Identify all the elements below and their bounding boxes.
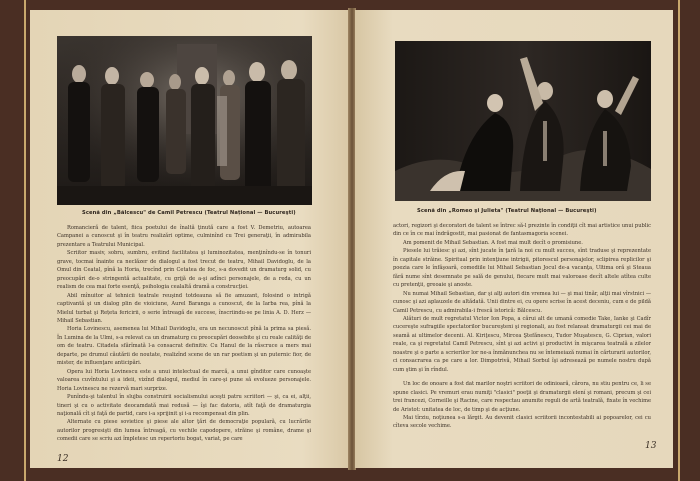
paragraph: Horia Lovinescu, asemenea lui Mihail Davidoglu, era un necunoscut pînă la prima sa piesă. În Lumina de la Ulmi, s-a relevat ca un dramaturg cu preocupări deosebite şi cu reale calităţi de om de teatru. Citadela sfărîmată l-a consacrat definitiv. Cu Hanul de la răscruce a mers mai departe, pe drumul căutării de noutate, realizînd scene de un rar poetism şi un puternic fior, de mister, de influenţare anticipări. (57, 326, 311, 367)
paragraph: Am pomenit de Mihail Sebastian. A fost mai mult decît o promisiune. (403, 239, 583, 246)
left-page-photo (57, 36, 312, 205)
paragraph: Piesele lui trăiesc şi azi, sînt jucate în ţară la noi cu mult succes, sînt traduse şi reprezentate în capitale străine. Spiritual prin intenţiune intrigii, pitorescul personajelor, sclipirea replicilor şi poezia care le înfăşoară, comediile lui Mihail Sebastian Jocul de-a vacanţa, Ultima oră şi Steaua fără nume sînt desemnate pe sală de genului, fiecare mult mai valoroase decît altele atîtea culte cu pretenţii, greoaie şi anoste. (393, 248, 651, 289)
romeo-julieta-scene-image (395, 41, 651, 201)
paragraph: Alături de mult regretatul Victor Ion Popa, a cărui alt de umană comedie Take, Ianke şi Cadîr cucereşte sufragiile spectatorilor bucureşteni şi regionali, au fost relansat dramaturgii cei mai de seamă ai ultimelor decenii. Al. Kiriţescu, Mircea Ştefănescu, Tudor Muşatescu, G. Ciprian, valori reale, ca şi regretatul Camil Petrescu, sînt şi azi activi şi productivi în mişcarea teatrală a zilelor noastre şi o parte a scrierilor lor ne-a înmănunchea nu se întemeiază numai în cărturarii autorilor, ci consacrarea ca pe care a lor. Dimpotrivă, Mihail Sorbul îşi adresează pe numele nostru după cum ştim şi în rîndul. (393, 315, 651, 373)
left-page (30, 10, 350, 468)
spine-stripe-right (678, 0, 680, 481)
page-number-left: 12 (57, 454, 69, 464)
paragraph: Un loc de onoare a fost dat marilor noştri scriitori de odinioară, cărora, nu stiu pentru ce, li se spune clasici. Pe vremuri erau numiţi "clasici" poeţii şi dramaturgii elení şi romani, precum şi cei trei francezi, Corneille şi Racine, care respectau anumite reguli de artă teatrală, fixate în vechime de Aristot: unitatea de loc, de timp şi de acţiune. (393, 381, 651, 413)
paragraph: Romancieră de talent, fiica poetului de înaltă ţinută care a fost V. Demetriu, autoarea Campanei a cunoscut şi în teatru realizări optime, culminînd cu Trei generaţii, în admirabila prezentare a Teatrului Municipal. (57, 225, 311, 248)
paragraph: actori, regizori şi decoratori de talent se întrec să-l prezinte în condiţii cît mai artistice unui public din ce în ce mai îndrăgostit, mai pasionat de fantasmagoria scenei. (393, 223, 651, 238)
page-number-right: 13 (645, 441, 657, 451)
right-page-body (393, 222, 651, 431)
right-page (355, 10, 673, 468)
paragraph: Punîndu-şi talentul în slujba construirii socialismului aceşti patru scriitori — şi, ca ei, alţii, tineri şi cu o activitate deocamdată mai redusă — îşi fac datoria, atît faţă de dramaturgia naţională cît şi faţă de partid, care i-a sprijinit şi i-a recompensat din plin. (57, 394, 311, 417)
paragraph: Opera lui Horia Lovinescu este a unui intelectual de marcă, a unui gînditor care cunoaşte valoarea cuvîntului şi a ideii, vizînd dialogul, mediul în care-şi pune să evolueze personajele. Horia Lovinescu ne rezervă mari surprize. (57, 368, 311, 392)
spine-stripe-left (24, 0, 26, 481)
paragraph: Alternate cu piese sovietice şi piese ale altor ţări de democraţie populară, cu lucrările autorilor progresişti din lumea întreagă, cu vechile capodopere, străine şi române, drame şi comedii care se scriu azi împletesc un repertoriu bogat, variat, pe care (57, 419, 311, 443)
paragraph: Nu numai Mihail Sebastian, dar şi alţi autori din vremea lui — şi mai tinăr, alţii mai vîrstnici — cunosc şi azi aplauzele de altădată. Unii dintre ei, cu opere scrise în acest deceniu, cum e de pildă Camil Petrescu, cu admirabila-i frescă istorică: Bălcescu. (393, 290, 651, 314)
paragraph: Scriitor masiv, sobru, sumbru, evitind facilitatea şi luminozitatea, menţinîndu-se în tonuri grave, tocmai înainte ca neclăzer de dialogul a fost trecut de teatru, Mihail Davidoglu, de la Omul din Ceatal, pînă la Horia, trecînd prin Cetatea de foc, s-a dovedit un dramaturg solid, cu preocupări de-o stringentă actualitate, cu grijă de a-şi adînci personajele, de a reda, cu un realism de cea mai forte esenţă, psihologia cealaltă dramă a construcţiei. (57, 250, 311, 291)
right-photo-caption: Scenă din „Romeo şi Julieta" (Teatrul Naţional — Bucureşti) (417, 208, 597, 214)
paragraph: Mai tîrziu, noţiunea s-a lărgit. Au devenit clasici scriitorii incontestabili ai popoarelor, cei cu cîteva secole vechime. (393, 414, 651, 430)
paragraph: Abil mînuitor al tehnicii teatrale reuşind totdeauna să fie amuzant, folosind o intrigă captivantă şi un dialog plin de vioiciune, Aurel Baranga a cunoscut, de la Iarba rea, pînă la Mielul turbat şi Rețeta fericirii, o serie întreagă de succese, înscriindu-se pe linia A. D. Herz — Mihail Sebastian. (57, 292, 311, 324)
left-photo-caption: Scenă din „Bălcescu" de Camil Petrescu (Teatrul Național — Bucureşti) (82, 210, 296, 216)
left-page-body (57, 224, 311, 444)
balcescu-scene-image (57, 36, 312, 205)
right-page-photo (395, 41, 651, 201)
